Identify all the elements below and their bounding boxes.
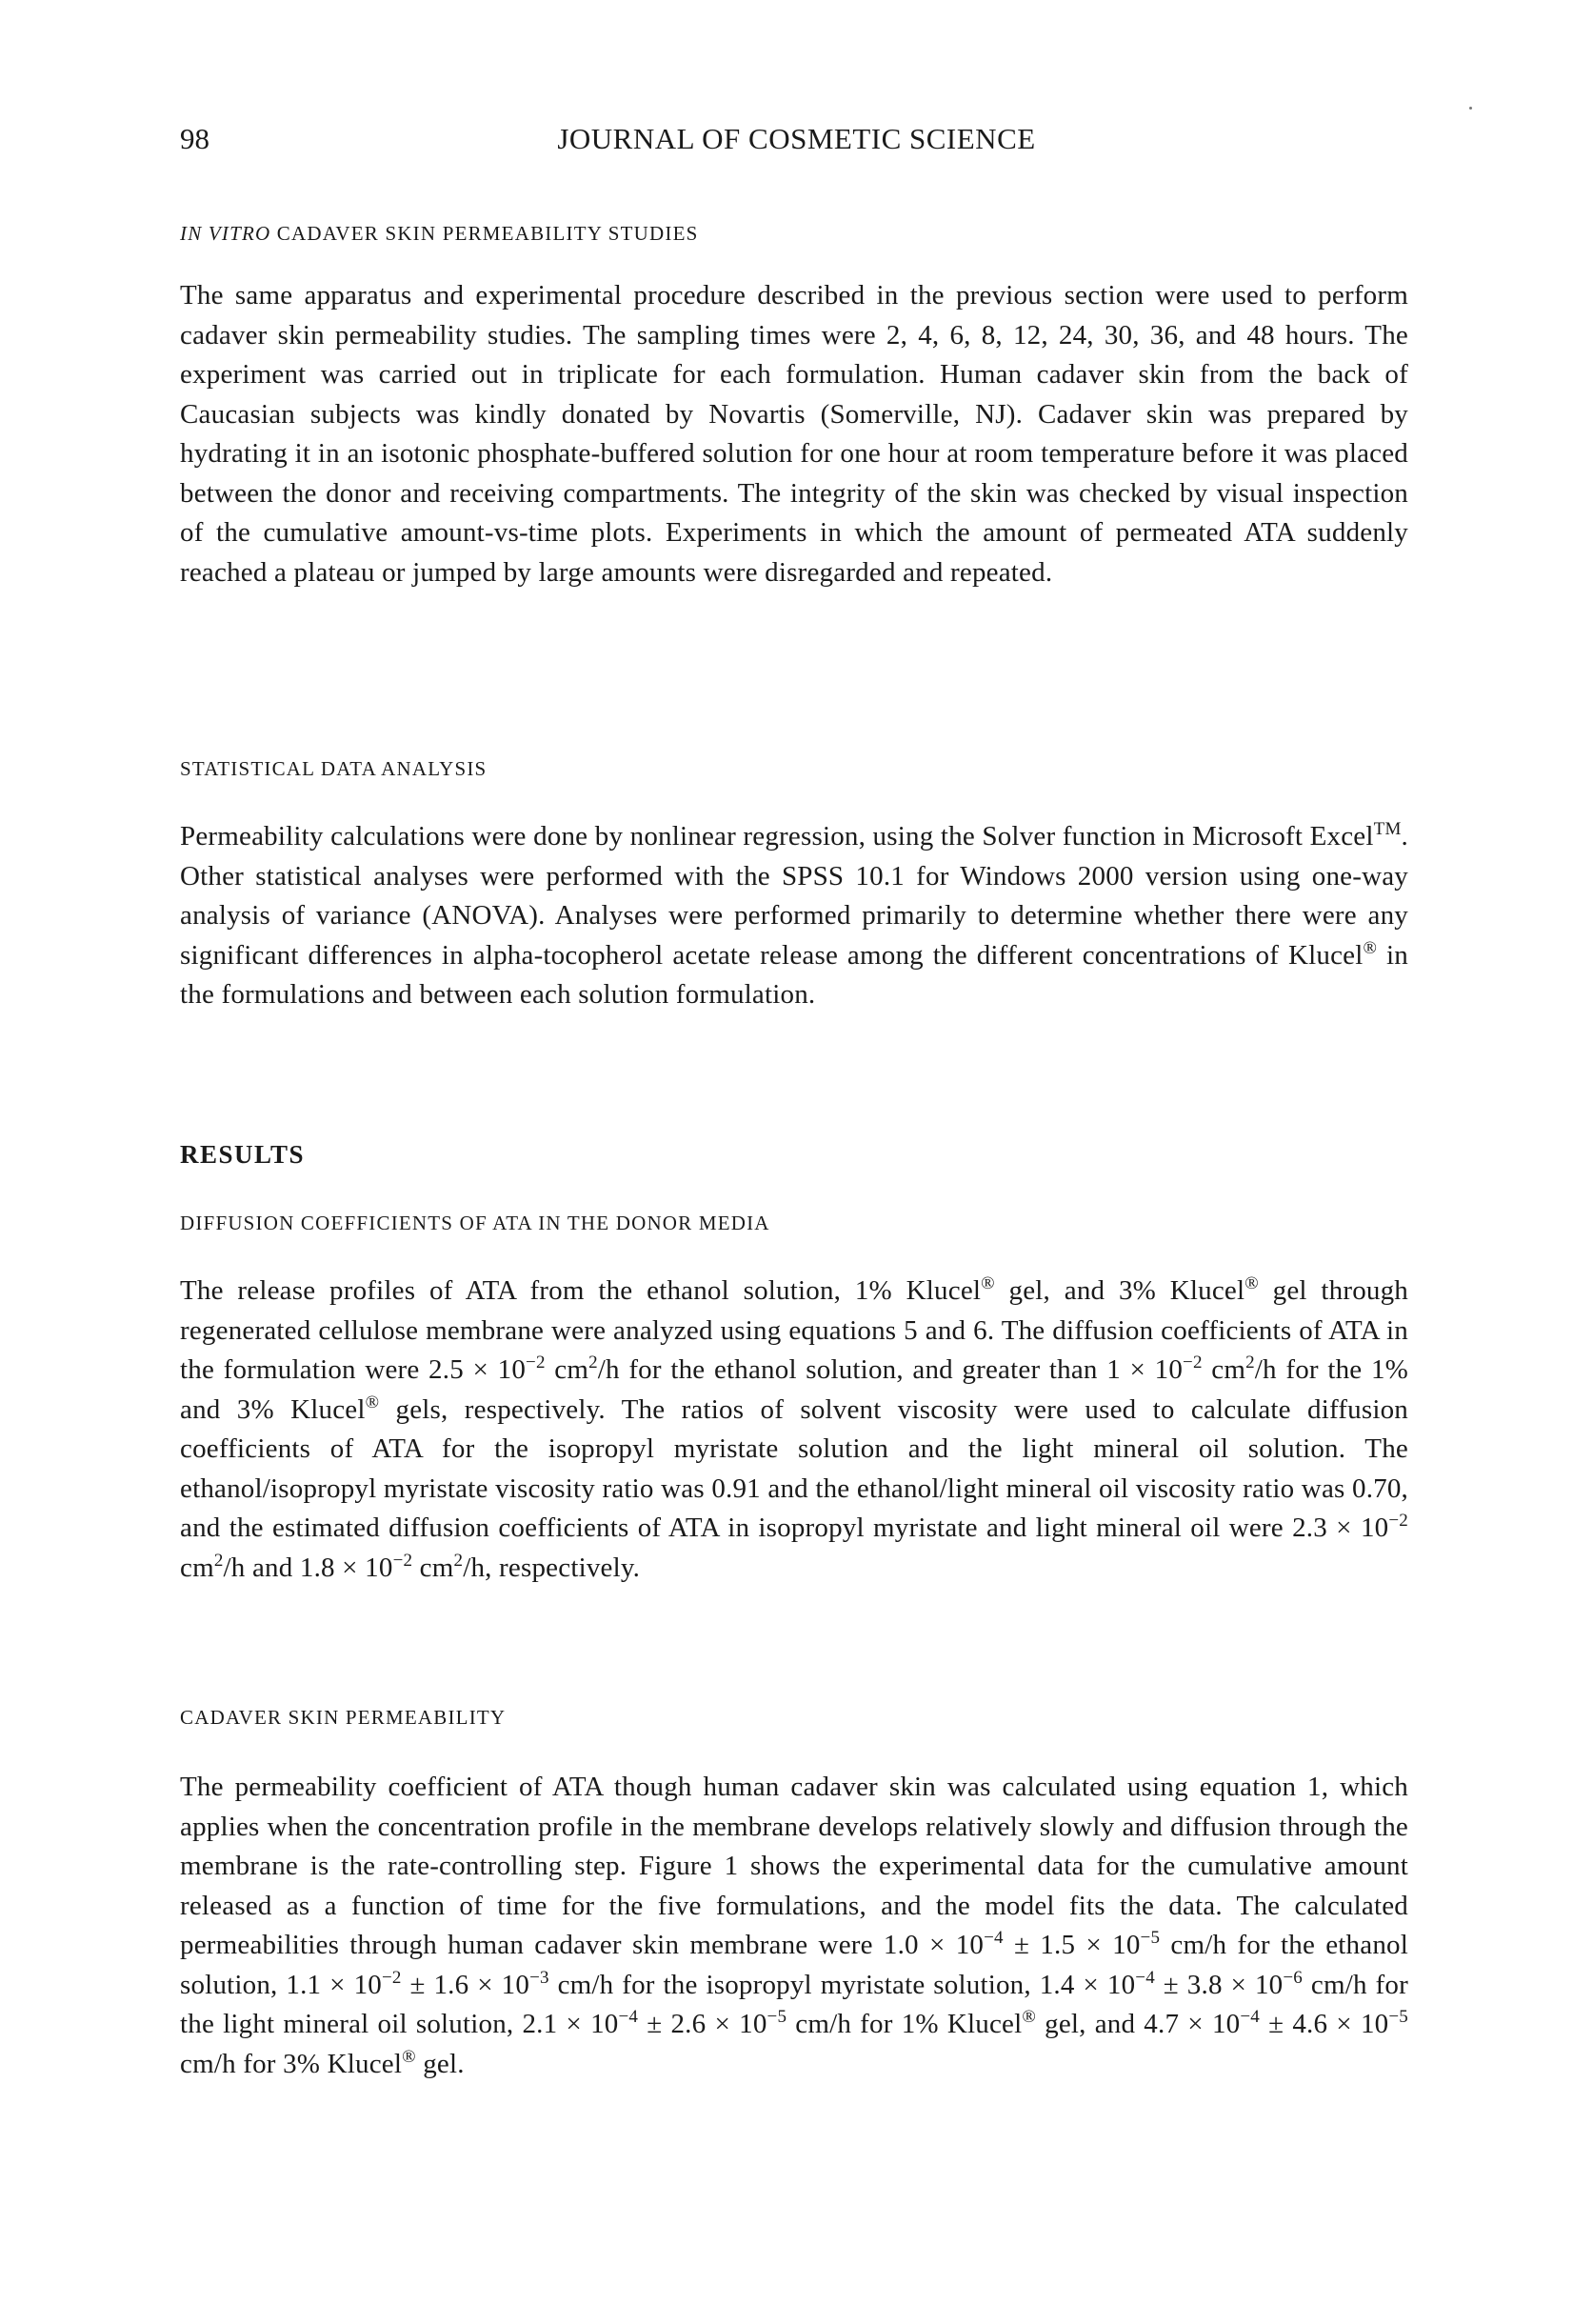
paragraph xyxy=(180,1768,1408,2084)
section-heading: CADAVER SKIN PERMEABILITY xyxy=(180,1706,507,1729)
text-run: cm/h for the isopropyl myristate solution, 1.4 × 10 xyxy=(548,1969,1136,2000)
superscript: 2 xyxy=(453,1550,464,1571)
superscript: −2 xyxy=(1183,1352,1203,1372)
section-heading: DIFFUSION COEFFICIENTS OF ATA IN THE DONOR MEDIA xyxy=(180,1212,770,1234)
superscript: −2 xyxy=(381,1967,402,1988)
superscript: −4 xyxy=(984,1928,1004,1948)
text-run: cm xyxy=(180,1552,214,1583)
text-run: cm/h for the light mineral oil solution, 2.1 × 10 xyxy=(180,1969,1408,2039)
text-run: . Other statistical analyses were performed with the SPSS 10.1 for Windows 2000 version using one-way analysis of variance (ANOVA). Analyses were performed primarily to determine whether there were any significant differences in alpha-tocopherol acetate release among the different concentrations of Klucel xyxy=(180,821,1408,971)
journal-title: JOURNAL OF COSMETIC SCIENCE xyxy=(557,122,1036,155)
text-run: ± 3.8 × 10 xyxy=(1154,1969,1284,2000)
text-run: cm/h for the ethanol solution, 1.1 × 10 xyxy=(180,1930,1408,2000)
superscript: −4 xyxy=(1135,1967,1155,1988)
section-in-vitro xyxy=(180,222,1408,592)
superscript: ® xyxy=(1363,937,1378,958)
superscript: −2 xyxy=(392,1550,413,1571)
text-run: cm xyxy=(412,1552,454,1583)
text-run: gel, and 3% Klucel xyxy=(994,1275,1245,1306)
text-run: ± 1.6 × 10 xyxy=(401,1969,530,2000)
superscript: −5 xyxy=(767,2007,787,2027)
section-results xyxy=(180,1140,1408,1588)
superscript: ® xyxy=(365,1392,380,1412)
paragraph xyxy=(180,276,1408,592)
page-number: 98 xyxy=(180,122,209,155)
text-run: /h for the 1% and 3% Klucel xyxy=(180,1354,1409,1425)
text-run: /h for the ethanol solution, and greater than 1 × 10 xyxy=(597,1354,1184,1385)
text-run: cm/h for 3% Klucel xyxy=(180,2048,403,2079)
text-run: ± 1.5 × 10 xyxy=(1003,1930,1141,1960)
superscript: 2 xyxy=(588,1352,598,1372)
superscript: ® xyxy=(1022,2007,1037,2027)
superscript: −2 xyxy=(526,1352,546,1372)
text-run: gel through regenerated cellulose membrane were analyzed using equations 5 and 6. The diffusion coefficients of ATA in the formulation were 2.5 × 10 xyxy=(180,1275,1409,1385)
section-statistical xyxy=(180,757,1408,1015)
text-run: The permeability coefficient of ATA though human cadaver skin was calculated using equation 1, which applies when the concentration profile in the membrane develops relatively slowly and diffusion through the membrane is the rate-controlling step. Figure 1 shows the experimental data for the cumulative amount released as a function of time for the five formulations, and the model fits the data. The calculated permeabilities through human cadaver skin membrane were 1.0 × 10 xyxy=(180,1772,1408,1960)
superscript: −4 xyxy=(1240,2007,1260,2027)
text-run: The release profiles of ATA from the ethanol solution, 1% Klucel xyxy=(180,1275,982,1306)
heading-italic: IN VITRO xyxy=(180,222,271,245)
text-run: /h and 1.8 × 10 xyxy=(223,1552,393,1583)
superscript: −5 xyxy=(1140,1928,1161,1948)
paragraph xyxy=(180,1272,1408,1588)
paragraph xyxy=(180,817,1408,1015)
superscript: ® xyxy=(402,2046,416,2067)
superscript: ® xyxy=(981,1273,995,1293)
superscript: 2 xyxy=(1245,1352,1255,1372)
superscript: −5 xyxy=(1388,2007,1408,2027)
text-run: gel. xyxy=(415,2048,465,2079)
results-heading: RESULTS xyxy=(180,1140,306,1169)
scan-speck xyxy=(1469,107,1472,110)
text-run: cm xyxy=(1202,1354,1246,1385)
text-run: cm/h for 1% Klucel xyxy=(787,2009,1023,2039)
section-heading: STATISTICAL DATA ANALYSIS xyxy=(180,757,488,780)
section-cadaver-skin xyxy=(180,1706,1408,2084)
text-run: cm xyxy=(545,1354,589,1385)
text-run: gels, respectively. The ratios of solvent viscosity were used to calculate diffusion coefficients of ATA for the isopropyl myristate solution and the light mineral oil solution. The ethanol/isopropyl myristate viscosity ratio was 0.91 and the ethanol/light mineral oil viscosity ratio was 0.70, and the estimated diffusion coefficients of ATA in isopropyl myristate and light mineral oil were 2.3 × 10 xyxy=(180,1393,1408,1543)
superscript: ® xyxy=(1245,1273,1259,1293)
superscript: −3 xyxy=(529,1967,549,1988)
superscript: −6 xyxy=(1283,1967,1303,1988)
text-run: Permeability calculations were done by nonlinear regression, using the Solver function in Microsoft Excel xyxy=(180,821,1374,851)
text-run: /h, respectively. xyxy=(463,1552,641,1583)
text-run: The same apparatus and experimental procedure described in the previous section were used to perform cadaver skin permeability studies. The sampling times were 2, 4, 6, 8, 12, 24, 30, 36, and 48 hours. The experiment was carried out in triplicate for each formulation. Human cadaver skin from the back of Caucasian subjects was kindly donated by Novartis (Somerville, NJ). Cadaver skin was prepared by hydrating it in an isotonic phosphate-buffered solution for one hour at room temperature before it was placed between the donor and receiving compartments. The integrity of the skin was checked by visual inspection of the cumulative amount-vs-time plots. Experiments in which the amount of permeated ATA suddenly reached a plateau or jumped by large amounts were disregarded and repeated. xyxy=(180,280,1408,588)
heading-text: CADAVER SKIN PERMEABILITY STUDIES xyxy=(270,222,699,245)
superscript: 2 xyxy=(213,1550,224,1571)
text-run: ± 2.6 × 10 xyxy=(638,2009,767,2039)
superscript: −4 xyxy=(618,2007,639,2027)
text-run: ± 4.6 × 10 xyxy=(1259,2009,1389,2039)
section-heading xyxy=(180,222,1408,246)
text-run: in the formulations and between each solution formulation. xyxy=(180,939,1408,1010)
text-run: gel, and 4.7 × 10 xyxy=(1036,2009,1241,2039)
superscript: TM xyxy=(1373,819,1402,839)
superscript: −2 xyxy=(1388,1511,1408,1531)
